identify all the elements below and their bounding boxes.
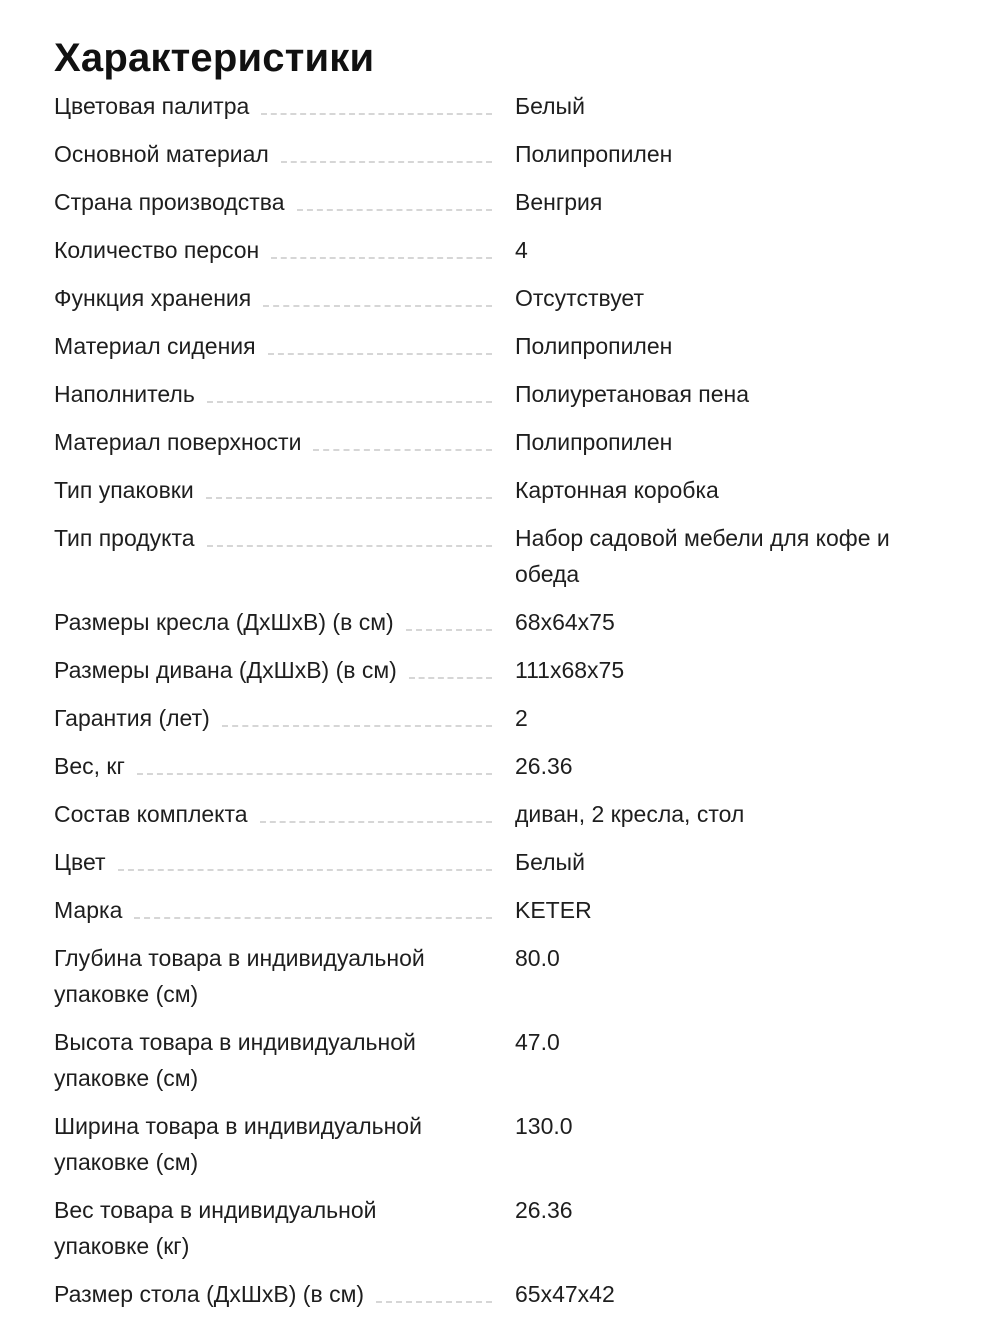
dotted-leader xyxy=(222,725,492,727)
spec-label: Количество персон xyxy=(54,237,260,263)
spec-row-country xyxy=(54,184,934,220)
spec-label: Глубина товара в индивидуальной упаковке (см) xyxy=(54,945,425,1007)
spec-label-cell xyxy=(54,1192,454,1264)
spec-label-cell xyxy=(54,940,454,1012)
spec-label-cell xyxy=(54,844,492,880)
spec-label-cell xyxy=(54,328,492,364)
spec-value: KETER xyxy=(515,897,592,923)
dotted-leader xyxy=(207,401,492,403)
dotted-leader xyxy=(118,869,492,871)
spec-label: Материал сидения xyxy=(54,333,256,359)
spec-value: 65x47x42 xyxy=(515,1281,615,1307)
spec-label: Страна производства xyxy=(54,189,285,215)
spec-row-weight xyxy=(54,748,934,784)
spec-label: Ширина товара в индивидуальной упаковке (см) xyxy=(54,1113,422,1175)
spec-row-storage xyxy=(54,280,934,316)
dotted-leader xyxy=(207,545,492,547)
spec-row-package-height xyxy=(54,1024,934,1096)
dotted-leader xyxy=(409,677,492,679)
dotted-leader xyxy=(376,1301,492,1303)
spec-label: Высота товара в индивидуальной упаковке (см) xyxy=(54,1029,416,1091)
spec-value: диван, 2 кресла, стол xyxy=(515,801,745,827)
dotted-leader xyxy=(313,449,492,451)
spec-label: Тип продукта xyxy=(54,525,195,551)
spec-row-set-contents xyxy=(54,796,934,832)
spec-label-cell xyxy=(54,892,492,928)
spec-row-chair-size xyxy=(54,604,934,640)
spec-value: 111x68x75 xyxy=(515,657,625,683)
spec-value: Картонная коробка xyxy=(515,477,719,503)
spec-label: Цвет xyxy=(54,849,106,875)
spec-value: 4 xyxy=(515,237,528,263)
spec-label: Основной материал xyxy=(54,141,269,167)
spec-label: Вес товара в индивидуальной упаковке (кг) xyxy=(54,1197,377,1259)
spec-row-surface-material xyxy=(54,424,934,460)
dotted-leader xyxy=(134,917,492,919)
spec-label: Гарантия (лет) xyxy=(54,705,210,731)
spec-label-cell xyxy=(54,136,492,172)
spec-label: Цветовая палитра xyxy=(54,93,250,119)
dotted-leader xyxy=(271,257,492,259)
spec-label-cell xyxy=(54,796,492,832)
spec-label: Наполнитель xyxy=(54,381,195,407)
spec-label-cell xyxy=(54,1024,454,1096)
spec-label-cell xyxy=(54,184,492,220)
spec-row-sofa-size xyxy=(54,652,934,688)
spec-label-cell xyxy=(54,376,492,412)
dotted-leader xyxy=(268,353,492,355)
spec-row-table-size xyxy=(54,1276,934,1312)
dotted-leader xyxy=(297,209,493,211)
spec-value: Белый xyxy=(515,849,585,875)
spec-label: Материал поверхности xyxy=(54,429,302,455)
spec-row-color xyxy=(54,844,934,880)
spec-row-seat-material xyxy=(54,328,934,364)
spec-value: Белый xyxy=(515,93,585,119)
spec-value: 68x64x75 xyxy=(515,609,615,635)
dotted-leader xyxy=(263,305,492,307)
spec-value: 47.0 xyxy=(515,1029,560,1055)
spec-label-cell xyxy=(54,424,492,460)
specs-list xyxy=(54,88,934,1312)
dotted-leader xyxy=(261,113,492,115)
spec-value: 130.0 xyxy=(515,1113,573,1139)
spec-label: Тип упаковки xyxy=(54,477,194,503)
spec-row-filler xyxy=(54,376,934,412)
spec-label: Размеры кресла (ДхШхВ) (в см) xyxy=(54,609,394,635)
spec-row-brand xyxy=(54,892,934,928)
spec-value: Полипропилен xyxy=(515,333,673,359)
spec-label-cell xyxy=(54,652,492,688)
spec-label-cell xyxy=(54,88,492,124)
spec-value: 2 xyxy=(515,705,528,731)
spec-label-cell xyxy=(54,604,492,640)
spec-row-package-weight xyxy=(54,1192,934,1264)
spec-value: 26.36 xyxy=(515,753,573,779)
spec-value: Полипропилен xyxy=(515,141,673,167)
spec-label-cell xyxy=(54,1276,492,1312)
spec-value: Набор садовой мебели для кофе и обеда xyxy=(515,525,890,587)
spec-value: Отсутствует xyxy=(515,285,644,311)
page-title: Характеристики xyxy=(54,36,375,80)
spec-label: Состав комплекта xyxy=(54,801,248,827)
spec-value: Венгрия xyxy=(515,189,603,215)
spec-label-cell xyxy=(54,520,492,556)
spec-label: Размер стола (ДхШхВ) (в см) xyxy=(54,1281,365,1307)
dotted-leader xyxy=(137,773,492,775)
spec-label: Размеры дивана (ДхШхВ) (в см) xyxy=(54,657,397,683)
spec-label-cell xyxy=(54,700,492,736)
spec-row-product-type xyxy=(54,520,934,592)
spec-row-package-depth xyxy=(54,940,934,1012)
dotted-leader xyxy=(260,821,492,823)
dotted-leader xyxy=(281,161,492,163)
spec-row-main-material xyxy=(54,136,934,172)
spec-label-cell xyxy=(54,232,492,268)
spec-label-cell xyxy=(54,748,492,784)
spec-label-cell xyxy=(54,280,492,316)
spec-row-persons xyxy=(54,232,934,268)
spec-value: 26.36 xyxy=(515,1197,573,1223)
spec-row-warranty xyxy=(54,700,934,736)
spec-row-color-palette xyxy=(54,88,934,124)
spec-label-cell xyxy=(54,472,492,508)
spec-label: Марка xyxy=(54,897,123,923)
spec-row-package-width xyxy=(54,1108,934,1180)
spec-value: 80.0 xyxy=(515,945,560,971)
spec-label-cell xyxy=(54,1108,454,1180)
dotted-leader xyxy=(406,629,492,631)
spec-row-package-type xyxy=(54,472,934,508)
spec-value: Полипропилен xyxy=(515,429,673,455)
dotted-leader xyxy=(206,497,492,499)
spec-label: Вес, кг xyxy=(54,753,125,779)
spec-label: Функция хранения xyxy=(54,285,252,311)
spec-value: Полиуретановая пена xyxy=(515,381,750,407)
